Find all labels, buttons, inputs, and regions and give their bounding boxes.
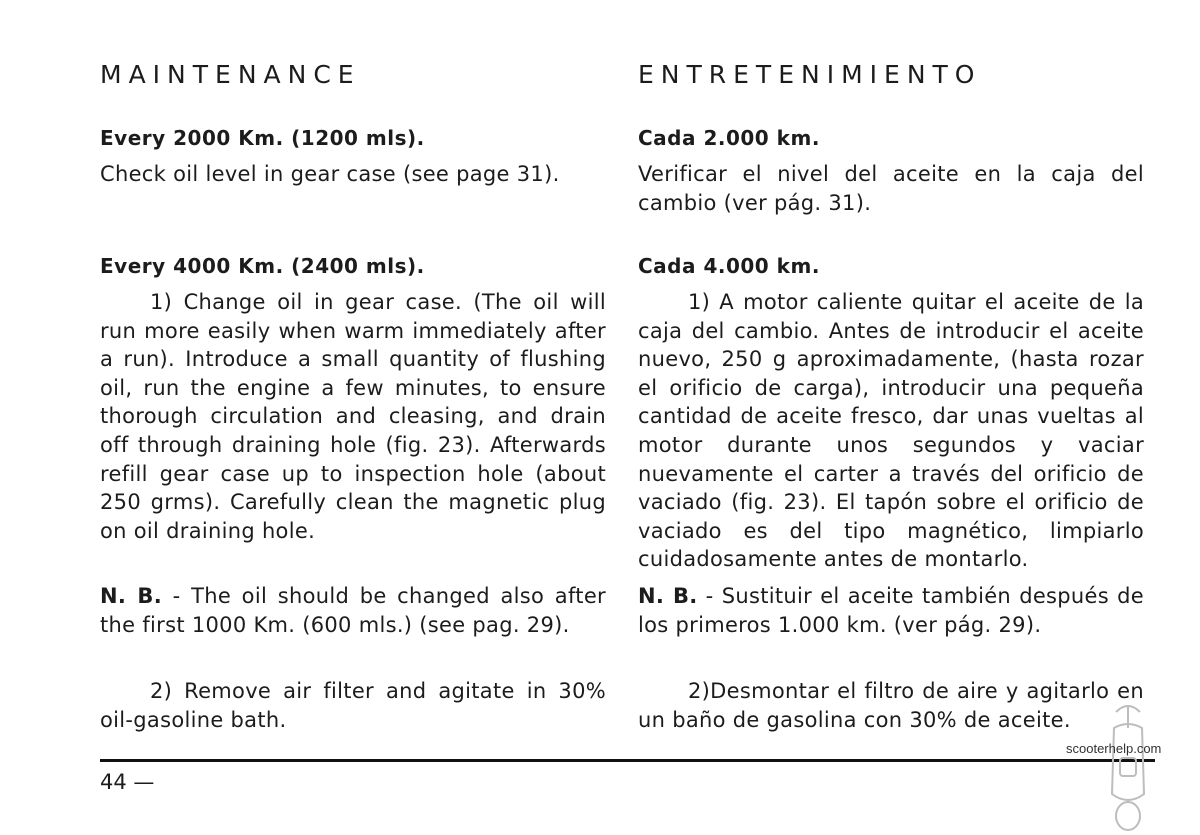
nota-bene-es [638,582,1144,639]
footer-rule [100,759,1155,762]
watermark: scooterhelp.com [1066,741,1162,756]
instruction-item-2-es: 2)Desmontar el filtro de aire y agitarlo en un baño de gasolina con 30% de aceite. [638,679,1144,732]
interval-text-2000km-en: Check oil level in gear case (see page 31). [100,162,560,186]
interval-text-2000km-es: Verificar el nivel del aceite en la caja del cambio (ver pág. 31). [638,162,1144,215]
interval-heading-2000km-en: Every 2000 Km. (1200 mls). [100,126,425,150]
nota-bene-text-en: - The oil should be changed also after the first 1000 Km. (600 mls.) (see pag. 29). [100,584,606,637]
instruction-item-1-es: 1) A motor caliente quitar el aceite de la caja del cambio. Antes de introducir el aceite nuevo, 250 g aproximadamente, (hasta rozar el orificio de carga), introducir una pequeña cantidad de aceite fresco, dar unas vueltas al motor durante unos segundos y vaciar nuevamente el carter a través del orificio de vaciado (fig. 23). El tapón sobre el orificio de vaciado es del tipo magnético, limpiarlo cuidadosamente antes de montarlo. [638,290,1144,572]
section-title-es: ENTRETENIMIENTO [638,60,982,89]
nota-bene-label-es: N. B. [638,584,698,608]
interval-heading-2000km-es: Cada 2.000 km. [638,126,820,150]
instruction-item-2-en: 2) Remove air filter and agitate in 30% oil-gasoline bath. [100,679,606,732]
section-title-en: MAINTENANCE [100,60,361,89]
instruction-item-1-en: 1) Change oil in gear case. (The oil will run more easily when warm immediately after a run). Introduce a small quantity of flushing oil, run the engine a few minutes, to ensure thorough circulation and cleasing, and drain off through draining hole (fig. 23). Afterwards refill gear case up to inspection hole (about 250 grms). Carefully clean the magnetic plug on oil draining hole. [100,290,606,543]
nota-bene-label-en: N. B. [100,584,162,608]
interval-heading-4000km-es: Cada 4.000 km. [638,254,820,278]
nota-bene-en [100,582,606,639]
nota-bene-text-es: - Sustituir el aceite también después de los primeros 1.000 km. (ver pág. 29). [638,584,1144,637]
scooter-icon [1098,698,1158,834]
interval-heading-4000km-en: Every 4000 Km. (2400 mls). [100,254,425,278]
page-number: 44 — [100,770,155,794]
